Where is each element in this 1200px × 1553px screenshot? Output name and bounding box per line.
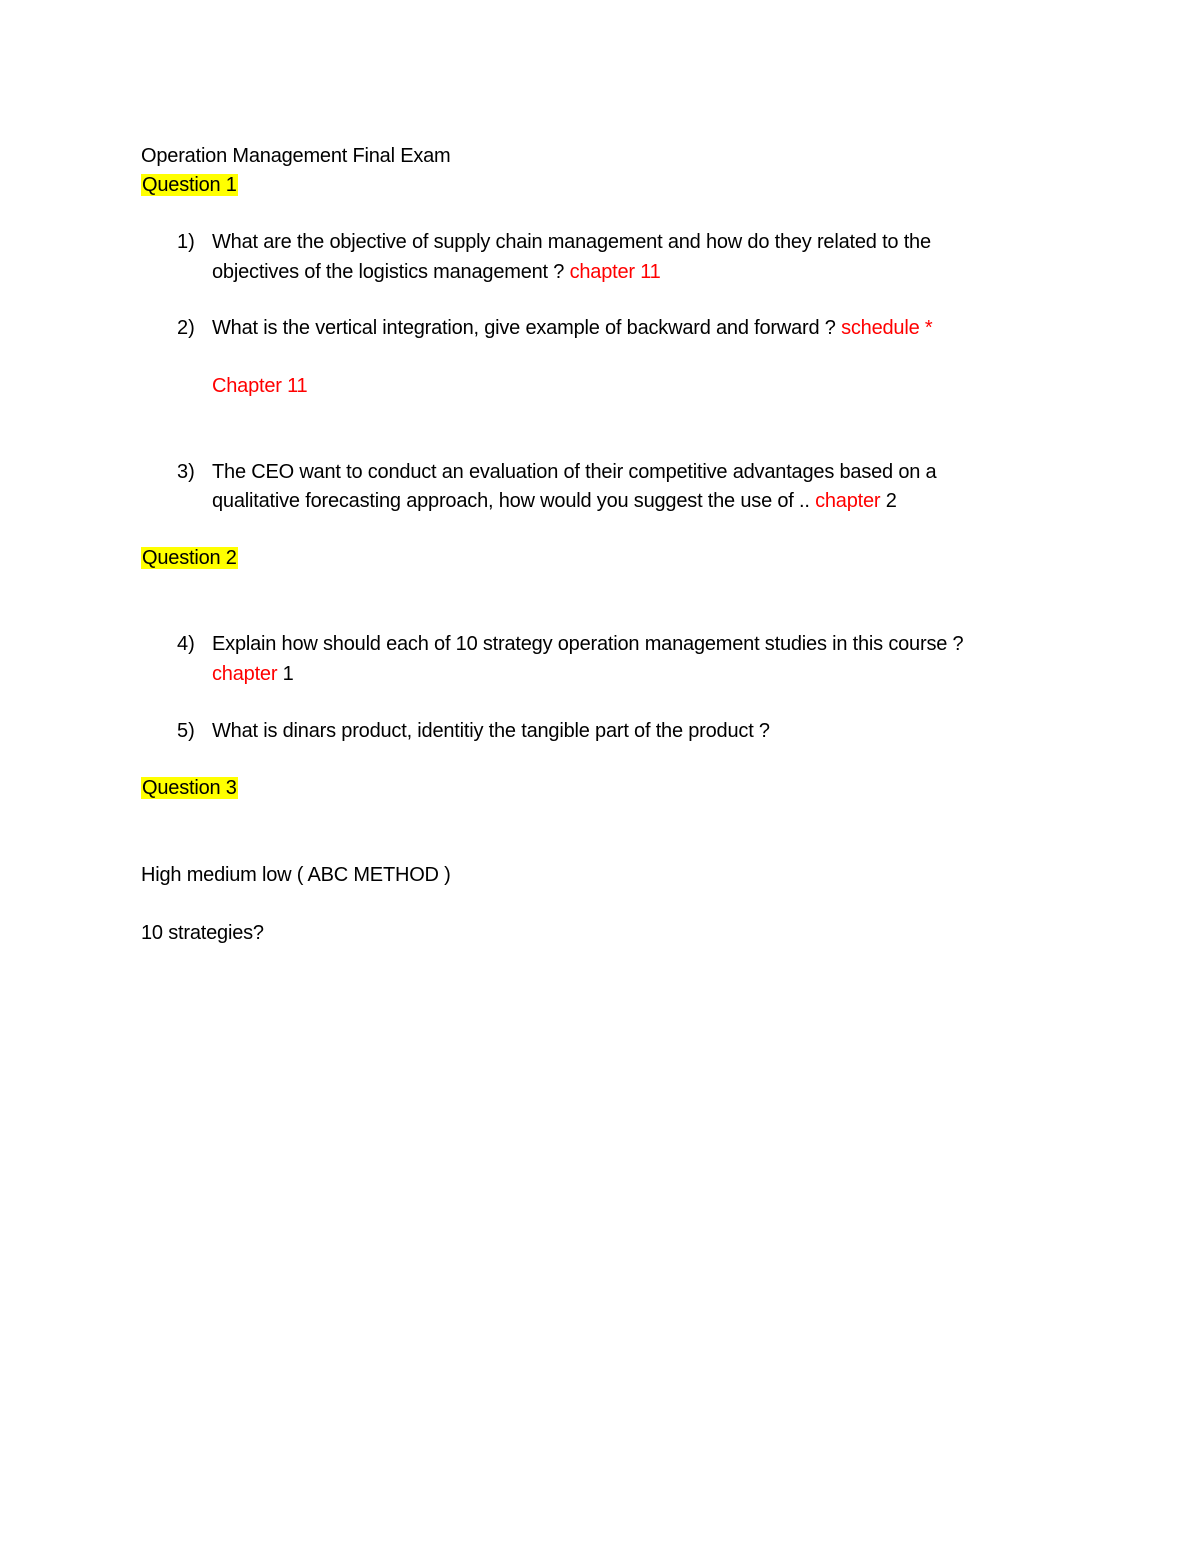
item-2-text: What is the vertical integration, give example of backward and forward ? [212, 317, 842, 339]
item-3-line-2 [212, 487, 897, 515]
item-3-text: qualitative forecasting approach, how would you suggest the use of .. [212, 490, 816, 512]
item-1-line-1: What are the objective of supply chain management and how do they related to the [212, 231, 931, 253]
chapter-reference: chapter [212, 663, 278, 685]
note-strategies: 10 strategies? [141, 922, 264, 944]
item-number: 3) [177, 461, 195, 483]
item-number: 2) [177, 317, 195, 339]
item-number: 1) [177, 231, 195, 253]
question-1-heading [141, 171, 238, 199]
highlight: Question 1 [142, 174, 237, 196]
item-3-line-1: The CEO want to conduct an evaluation of their competitive advantages based on a [212, 461, 937, 483]
item-1-line-2 [212, 258, 661, 286]
chapter-number: 2 [880, 490, 897, 512]
highlight: Question 3 [142, 777, 237, 799]
note-abc-method: High medium low ( ABC METHOD ) [141, 864, 451, 886]
schedule-reference: schedule * [841, 317, 933, 339]
chapter-reference: chapter [815, 490, 881, 512]
document-title: Operation Management Final Exam [141, 145, 451, 167]
item-number: 5) [177, 720, 195, 742]
item-4-line-1: Explain how should each of 10 strategy operation management studies in this course ? [212, 633, 964, 655]
chapter-reference: Chapter 11 [212, 375, 308, 397]
question-2-heading [141, 544, 238, 572]
question-3-heading [141, 774, 238, 802]
item-5-line-1: What is dinars product, identitiy the tangible part of the product ? [212, 720, 770, 742]
chapter-number: 1 [277, 663, 294, 685]
item-number: 4) [177, 633, 195, 655]
item-1-text: objectives of the logistics management ? [212, 261, 570, 283]
highlight: Question 2 [142, 547, 237, 569]
item-2-line-1 [212, 314, 932, 342]
item-4-line-2 [212, 660, 294, 688]
chapter-reference: chapter 11 [569, 261, 661, 283]
